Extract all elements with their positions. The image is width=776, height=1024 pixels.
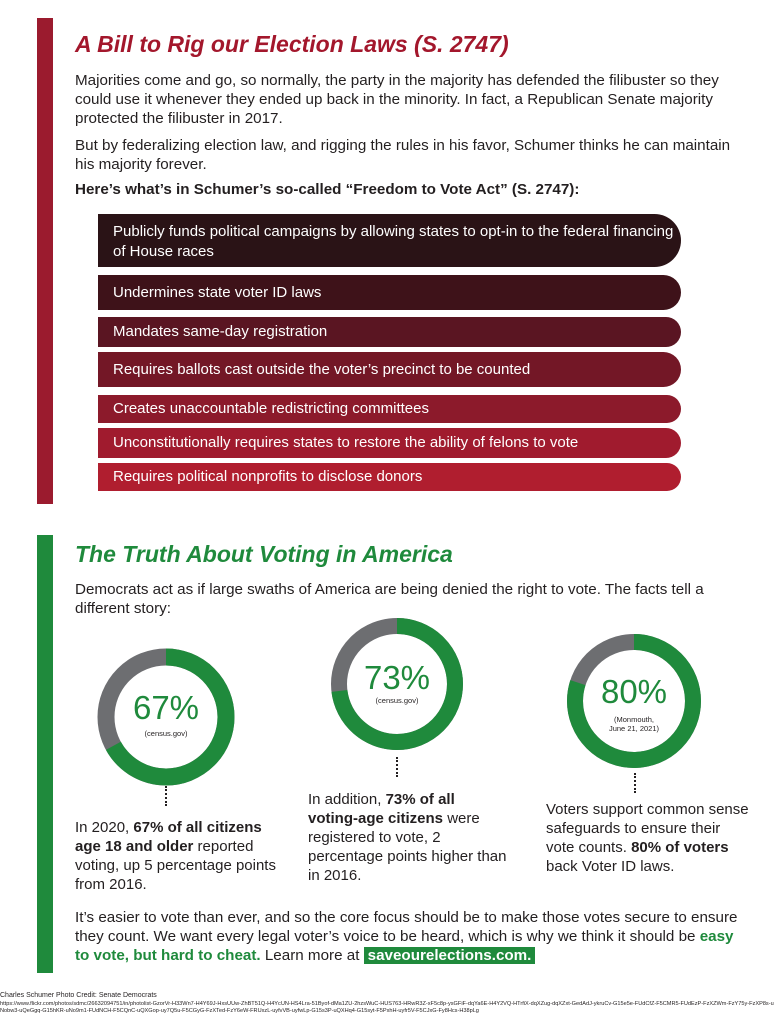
donut-source-67: (census.gov) (144, 729, 188, 738)
donut-value-73: 73% (363, 659, 431, 696)
website-link[interactable]: saveourelections.com. (364, 947, 536, 964)
stat1-text-b: reported voting, up 5 percentage points from 2016. (75, 838, 276, 893)
closing-paragraph (75, 908, 747, 965)
section2-intro: Democrats act as if large swaths of America are being denied the right to vote. The facts tell a different story: (75, 581, 704, 617)
stat3-bold: 80% of voters (631, 839, 729, 856)
connector-dots-3 (634, 773, 636, 793)
section1-title: A Bill to Rig our Election Laws (S. 2747) (75, 31, 509, 57)
stat3-text-a: Voters support common sense safeguards to ensure their vote counts. (546, 801, 749, 856)
section1-paragraph2: But by federalizing election law, and rigging the rules in his favor, Schumer thinks he can maintain his majority forever. (75, 137, 731, 173)
connector-dots-2 (396, 757, 398, 777)
bill-item-5: Creates unaccountable redistricting committees (98, 395, 681, 423)
donut-chart-80 (566, 633, 702, 769)
donut-source-80-line2: June 21, 2021) (608, 724, 660, 733)
donut-source-73: (census.gov) (375, 696, 419, 705)
donut-value-80: 80% (600, 673, 668, 710)
photo-credit: Charles Schumer Photo Credit: Senate Democrats (0, 992, 157, 999)
stat-text-3 (546, 800, 751, 876)
closing-text-a: It’s easier to vote than ever, and so the core focus should be to make those votes secure to ensure they count. We want every legal voter’s voice to be heard, which is why we think it should be (75, 909, 738, 945)
donut-chart-67 (92, 643, 240, 791)
donut-chart-73 (330, 617, 464, 751)
connector-dots-1 (165, 786, 167, 806)
stat1-text-a: In 2020, (75, 819, 134, 836)
stat3-text-b: back Voter ID laws. (546, 858, 675, 875)
photo-credit-url[interactable]: https://www.flickr.com/photos/sdmc/26632094751/in/photolist-GzorVr-H33Wn7-H4Y69J-HxsUUw-ZhBT51Q-H4YcUN-HS4Lra-51Byof-dMa1ZU-2hzsWuC-HUS763-HRwR3Z-xF5c8p-ysGFiF-dqYa6E-H4Y2VQ-HTrfiX-dqXZug-dqXZxt-GedAdJ-ykruCv-G15e5e-FUdCfZ-F5CMR5-FUdEzP-FzXZWm-FzY75y-FzXP8s-uNobw3-uQeGgq-G15hKR-uNo9m1-FUdNCH-F5CQnC-uQXGop-uy7Q5u-F5CGyG-FzXTed-FzY6eW-FRUxzL-uyfvVB-uyfwLp-G15s3P-uQXHq4-G15syt-F5PxhH-uyfr5V-F5CJxG-Fy8Hcs-H38pLg (0, 1001, 774, 1014)
stat-text-2 (308, 790, 508, 885)
section1-accent-bar (37, 18, 53, 504)
stat2-text-b: were registered to vote, 2 percentage points higher than in 2016. (308, 810, 507, 884)
section2-title: The Truth About Voting in America (75, 541, 453, 567)
bill-item-2: Undermines state voter ID laws (98, 275, 681, 310)
bill-item-4: Requires ballots cast outside the voter’s precinct to be counted (98, 352, 681, 387)
donut-source-80-line1: (Monmouth, (613, 715, 655, 724)
stat2-bold: 73% of all voting-age citizens (308, 791, 455, 827)
section2-accent-bar (37, 535, 53, 973)
bill-item-3: Mandates same-day registration (98, 317, 681, 347)
closing-text-b: Learn more at (260, 947, 364, 964)
donut-value-67: 67% (132, 689, 200, 726)
bill-item-1: Publicly funds political campaigns by allowing states to opt-in to the federal financing of House races (98, 214, 681, 267)
bill-item-7: Requires political nonprofits to disclose donors (98, 463, 681, 491)
closing-bold: easy to vote, but hard to cheat. (75, 928, 734, 964)
section1-lead: Here’s what’s in Schumer’s so-called “Freedom to Vote Act” (S. 2747): (75, 181, 580, 198)
section1-paragraph1: Majorities come and go, so normally, the party in the majority has defended the filibuster so they could use it whenever they ended up back in the minority. In fact, a Republican Senate majority protected the filibuster in 2017. (75, 72, 719, 127)
donut-source-80 (566, 715, 702, 733)
bill-item-6: Unconstitutionally requires states to restore the ability of felons to vote (98, 428, 681, 458)
stat1-bold: 67% of all citizens age 18 and older (75, 819, 262, 855)
stat-text-1 (75, 818, 290, 894)
stat2-text-a: In addition, (308, 791, 386, 808)
